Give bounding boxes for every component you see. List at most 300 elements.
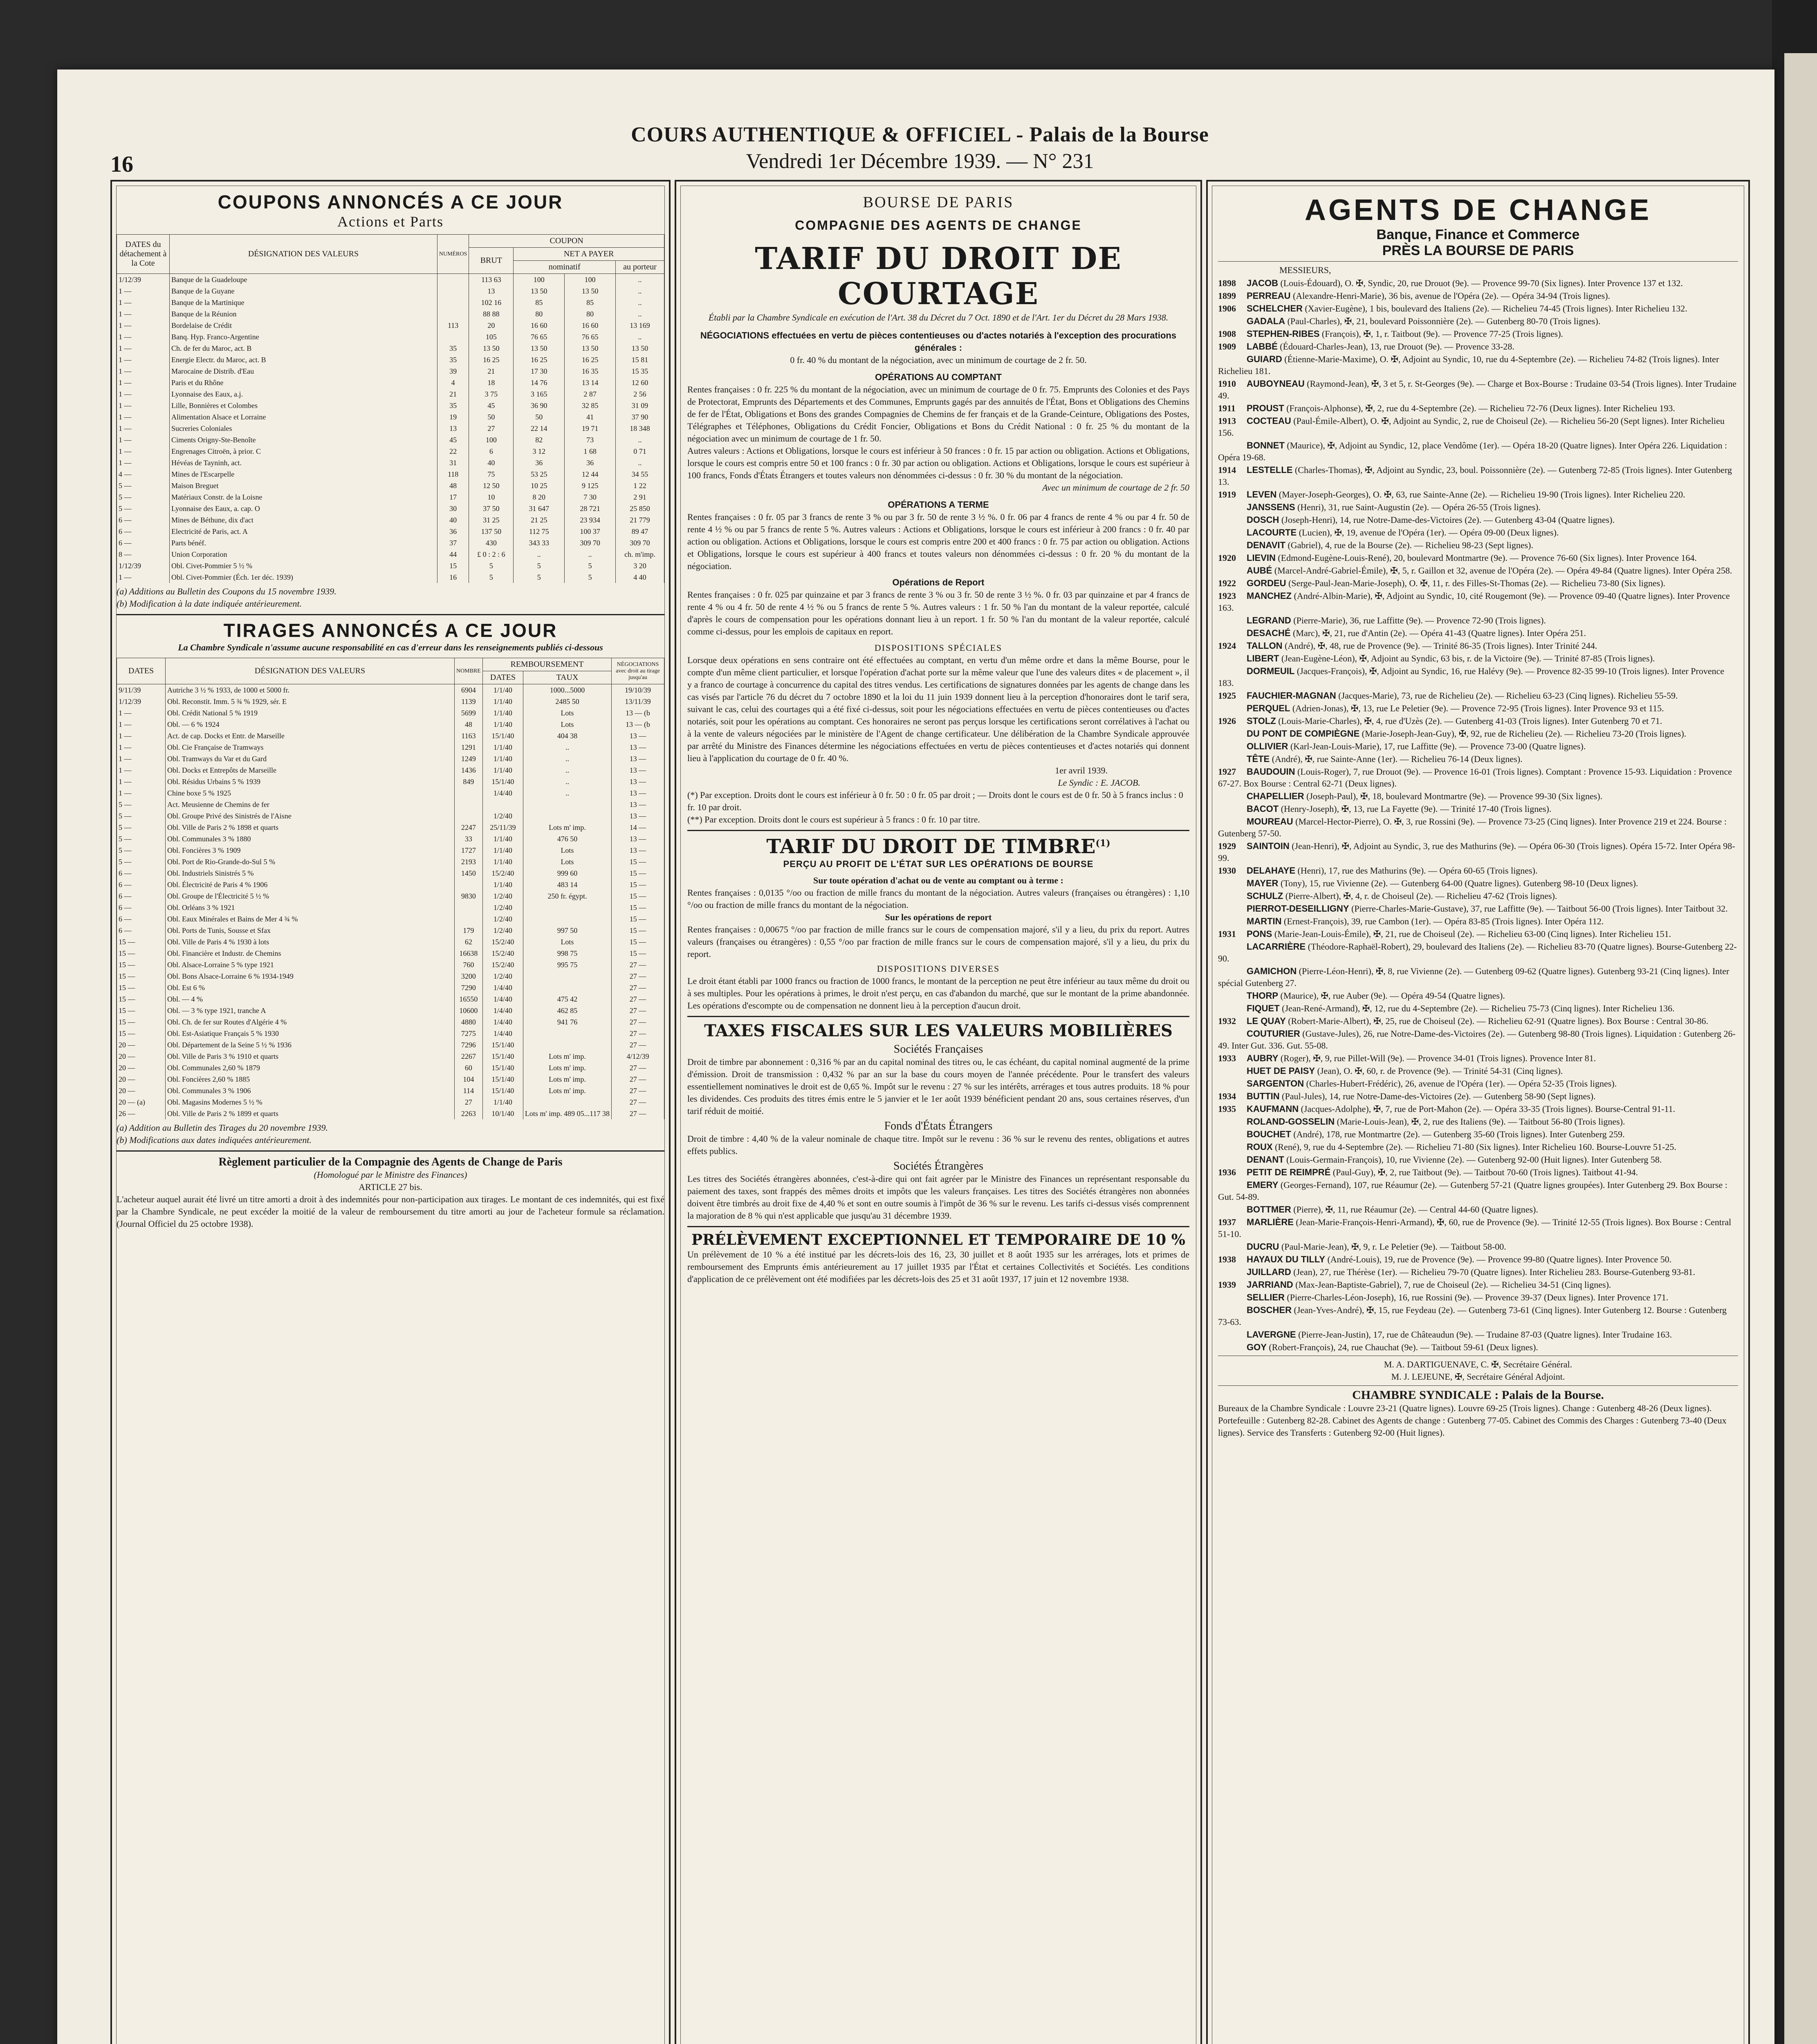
- tirage-cell-remb-date: 1/2/40: [482, 925, 523, 936]
- agent-details: (Marie-Louis-Jean), ✠, 2, rue des Italiens (9e). — Taitbout 56-80 (Trois lignes).: [1337, 1116, 1625, 1127]
- agent-entry: [1218, 903, 1738, 914]
- tirage-cell-taux: Lots m' imp.: [523, 822, 611, 833]
- agents-list: [1218, 277, 1738, 1353]
- coupon-cell-numero: 22: [437, 446, 469, 457]
- tirage-row: [117, 1062, 664, 1074]
- agent-details: (Louis-Germain-François), 10, rue Vivienne (2e). — Gutenberg 92-00 (Huit lignes). Inter Gutenberg 58.: [1286, 1154, 1662, 1165]
- coupon-cell-designation: Engrenages Citroën, à prior. C: [170, 446, 437, 457]
- coupon-cell-brut: 105: [469, 331, 514, 343]
- coupon-cell-designation: Hévéas de Tayninh, act.: [170, 457, 437, 468]
- tirages-subtitle: La Chambre Syndicale n'assume aucune responsabilité en cas d'erreur dans les renseignements publiés ci-dessous: [178, 642, 603, 652]
- coupon-cell-designation: Lyonnaise des Eaux, a. cap. O: [170, 503, 437, 514]
- tirage-cell-taux: 476 50: [523, 833, 611, 845]
- agent-entry: [1218, 790, 1738, 802]
- agent-name: GOY: [1247, 1342, 1267, 1352]
- agent-details: (Gabriel), 4, rue de la Bourse (2e). — Richelieu 98-23 (Sept lignes).: [1288, 540, 1533, 550]
- coupon-cell-nominatif: 112 75: [514, 526, 565, 537]
- agent-name: PERREAU: [1247, 291, 1291, 301]
- agent-year: 1935: [1218, 1104, 1236, 1114]
- publication-title: COURS AUTHENTIQUE & OFFICIEL - Palais de la Bourse: [631, 123, 1209, 146]
- tirage-cell-negociation: 13 — (b: [612, 707, 664, 719]
- coupon-cell-numero: 17: [437, 491, 469, 503]
- tirage-cell-taux: [523, 1039, 611, 1051]
- tirage-cell-date: 6 —: [117, 890, 166, 902]
- tirage-row: [117, 890, 664, 902]
- chambre-syndicale-text: Bureaux de la Chambre Syndicale : Louvre 23-21 (Quatre lignes). Louvre 69-25 (Trois lignes). Change : Gutenberg 48-26 (Deux lignes). Portefeuille : Gutenberg 82-28. Cabinet des Agents de change : Gutenberg 77-05. Cabinet des Commis des Charges : Gutenberg 73-40 (Deux lignes). Service des Transferts : Gutenberg 92-00 (Huit lignes).: [1218, 1403, 1727, 1438]
- chambre-syndicale-title: CHAMBRE SYNDICALE : Palais de la Bourse.: [1352, 1388, 1604, 1402]
- coupon-row: [117, 331, 664, 343]
- agent-year: 1914: [1218, 465, 1236, 475]
- agent-details: (Paul-Marie-Jean), ✠, 9, r. Le Peletier (9e). — Taitbout 58-00.: [1281, 1242, 1506, 1252]
- agent-details: (Pierre-Charles-Léon-Joseph), 16, rue Rossini (9e). — Provence 39-37 (Deux lignes). Inter Provence 171.: [1287, 1292, 1669, 1302]
- agent-details: (Louis-Édouard), O. ✠, Syndic, 20, rue Drouot (9e). — Provence 99-70 (Six lignes). Inter Provence 137 et 132.: [1280, 278, 1683, 288]
- tirage-cell-negociation: 13 —: [612, 787, 664, 799]
- agent-entry: [1218, 577, 1738, 589]
- coupon-cell-designation: Bordelaise de Crédit: [170, 320, 437, 331]
- tirage-cell-nombre: 4880: [454, 1016, 482, 1028]
- agent-details: (Pierre-Albert), ✠, 4, r. de Choiseul (2e). — Richelieu 47-62 (Trois lignes).: [1285, 891, 1557, 901]
- agent-details: (Paul-Guy), ✠, 2, rue Taitbout (9e). — Taitbout 70-60 (Trois lignes). Taitbout 41-94.: [1332, 1167, 1638, 1177]
- agent-details: (Étienne-Marie-Maxime), O. ✠, Adjoint au Syndic, 10, rue du 4-Septembre (2e). — Richelieu 74-82 (Trois lignes). Inter Richelieu 181.: [1218, 354, 1719, 376]
- timbre-report-heading: Sur les opérations de report: [885, 912, 992, 922]
- agent-name: COUTURIER: [1247, 1029, 1300, 1039]
- coupon-cell-designation: Ch. de fer du Maroc, act. B: [170, 343, 437, 354]
- tirage-row: [117, 925, 664, 936]
- tirage-cell-nombre: 1291: [454, 742, 482, 753]
- agent-entry: [1218, 740, 1738, 752]
- tirage-cell-designation: Obl. Alsace-Lorraine 5 % type 1921: [166, 959, 455, 970]
- coupon-cell-nominatif: 76 65: [514, 331, 565, 343]
- tirage-cell-nombre: 7296: [454, 1039, 482, 1051]
- tirage-cell-remb-date: 1/4/40: [482, 1028, 523, 1039]
- col-header-remboursement: REMBOURSEMENT: [482, 658, 611, 671]
- agent-entry: [1218, 1253, 1738, 1265]
- agent-details: (Robert-Marie-Albert), ✠, 25, rue de Choiseul (2e). — Richelieu 62-91 (Quatre lignes). Box Bourse : Central 30-86.: [1288, 1016, 1709, 1026]
- tirage-cell-designation: Obl. Foncières 3 % 1909: [166, 845, 455, 856]
- dispositions-text: Lorsque deux opérations en sens contraire ont été effectuées au comptant, en vertu d'un même ordre et dans la même Bourse, pour le compte d'un même client particulier, et lorsque l'opération d'achat porte sur la même valeur que l'une des valeurs dites « de placement », il y a franco de courtage à concurrence du capital des titres vendus. Les certifications de signatures données par les agents de change dans les cas visés par l'article 76 du décret du 7 octobre 1890 et la loi du 11 juin 1939 donnent lieu à la perception d'honoraires dont le tarif sera, suivant le cas, celui des courtages qui a été fixé ci-dessus, soit pour les négociations effectuées en vertu de pièces contentieuses ou d'actes notariés, soit pour les opérations au comptant. Ces honoraires ne seront pas perçus lorsque les certifications seront corrélatives à l'achat ou à la vente de valeurs négociées par le ministère de l'Agent de change certificateur. Une délibération de la Chambre Syndicale approuvée par arrêté du Ministre des Finances détermine les négociations effectuées en vertu de pièces contentieuses et d'actes notariés qui donnent lieu à l'application du courtage de 0 fr. 40 %.: [687, 655, 1189, 763]
- agent-details: (Paul-Émile-Albert), O. ✠, Adjoint au Syndic, 2, rue de Choiseul (2e). — Richelieu 56-20 (Sept lignes). Inter Richelieu 156.: [1218, 416, 1725, 438]
- tirage-cell-taux: Lots m' imp.: [523, 1074, 611, 1085]
- tirage-cell-nombre: 1436: [454, 764, 482, 776]
- coupon-cell-numero: [437, 331, 469, 343]
- agent-details: (Louis-Marie-Charles), ✠, 4, rue d'Uzès (2e). — Gutenberg 41-03 (Trois lignes). Inter Gutenberg 70 et 71.: [1278, 716, 1662, 726]
- coupon-cell-porteur: ..: [616, 308, 664, 320]
- tirage-cell-remb-date: 10/1/40: [482, 1108, 523, 1119]
- tirage-cell-negociation: 27 —: [612, 1108, 664, 1119]
- tirage-row: [117, 822, 664, 833]
- coupon-cell-nominatif-2: 36: [565, 457, 616, 468]
- tirage-row: [117, 1039, 664, 1051]
- tirage-cell-date: 1 —: [117, 730, 166, 742]
- agent-entry: [1218, 865, 1738, 876]
- coupon-cell-nominatif-2: 309 70: [565, 537, 616, 549]
- tirage-cell-nombre: [454, 879, 482, 890]
- tirage-cell-nombre: 62: [454, 936, 482, 948]
- agent-entry: [1218, 877, 1738, 889]
- agent-details: (Maurice), ✠, Adjoint au Syndic, 12, place Vendôme (1er). — Opéra 18-20 (Quatre lignes). Inter Opéra 226. Liquidation : Opéra 19-68.: [1218, 440, 1727, 462]
- tirage-row: [117, 856, 664, 867]
- tirage-cell-negociation: 27 —: [612, 1005, 664, 1016]
- agent-entry: [1218, 990, 1738, 1002]
- tirage-cell-remb-date: 1/1/40: [482, 742, 523, 753]
- agent-entry: [1218, 1291, 1738, 1303]
- tirage-row: [117, 696, 664, 707]
- agent-entry: [1218, 1103, 1738, 1115]
- agent-details: (Edmond-Eugène-Louis-René), 20, boulevard Montmartre (9e). — Provence 76-60 (Six lignes). Inter Provence 164.: [1278, 553, 1697, 563]
- coupon-cell-designation: Banque de la Martinique: [170, 297, 437, 308]
- tirage-cell-taux: ..: [523, 753, 611, 764]
- tirage-cell-remb-date: 15/1/40: [482, 1062, 523, 1074]
- tirage-cell-nombre: 10600: [454, 1005, 482, 1016]
- agent-name: LIBERT: [1247, 653, 1279, 663]
- agent-details: (Charles-Hubert-Frédéric), 26, avenue de l'Opéra (1er). — Opéra 52-35 (Trois lignes).: [1306, 1078, 1617, 1089]
- coupon-cell-brut: 100: [469, 434, 514, 446]
- tirage-cell-remb-date: 15/1/40: [482, 1051, 523, 1062]
- tirage-cell-nombre: 1450: [454, 867, 482, 879]
- tirage-cell-negociation: 27 —: [612, 1016, 664, 1028]
- tirage-cell-negociation: 27 —: [612, 1039, 664, 1051]
- tarif-company: COMPAGNIE DES AGENTS DE CHANGE: [795, 218, 1082, 233]
- agent-name: OLLIVIER: [1247, 741, 1288, 751]
- tirage-cell-remb-date: 15/2/40: [482, 867, 523, 879]
- coupon-cell-nominatif-2: 16 60: [565, 320, 616, 331]
- coupon-cell-brut: 45: [469, 400, 514, 411]
- coupon-cell-nominatif: 85: [514, 297, 565, 308]
- agent-entry: [1218, 1266, 1738, 1278]
- tirage-cell-negociation: 13 —: [612, 799, 664, 810]
- coupon-cell-nominatif: 5: [514, 560, 565, 572]
- tirage-cell-nombre: 104: [454, 1074, 482, 1085]
- agent-details: (Jean), 27, rue Thérèse (1er). — Richelieu 79-70 (Quatre lignes). Inter Richelieu 283. Bourse-Gutenberg 93-81.: [1293, 1267, 1696, 1277]
- coupon-cell-porteur: 18 348: [616, 423, 664, 434]
- agent-entry: [1218, 1304, 1738, 1328]
- tirage-cell-date: 15 —: [117, 948, 166, 959]
- coupon-cell-numero: 39: [437, 365, 469, 377]
- tirage-row: [117, 764, 664, 776]
- agent-name: ROLAND-GOSSELIN: [1247, 1116, 1335, 1127]
- coupon-cell-porteur: ..: [616, 434, 664, 446]
- col-header-brut: BRUT: [469, 248, 514, 274]
- tirage-cell-designation: Obl. Bons Alsace-Lorraine 6 % 1934-1949: [166, 970, 455, 982]
- coupons-subtitle: Actions et Parts: [337, 213, 444, 230]
- coupon-cell-date: 1 —: [117, 354, 170, 365]
- tirage-cell-nombre: 48: [454, 719, 482, 730]
- tirage-cell-remb-date: 1/1/40: [482, 753, 523, 764]
- timbre-report-text: Rentes françaises : 0,00675 °/oo par fraction de mille francs sur le cours de compensation majoré, s'il y a lieu, du prix du report. Autres valeurs (françaises ou étrangères) : 0,55 °/oo par fraction de mille francs sur le cours de compensation majoré, s'il y a lieu, du prix du report.: [687, 924, 1189, 959]
- tirage-row: [117, 948, 664, 959]
- agent-details: (Paul-Jules), 14, rue Notre-Dame-des-Victoires (2e). — Gutenberg 58-90 (Sept lignes).: [1282, 1091, 1596, 1101]
- agent-year: 1931: [1218, 929, 1236, 939]
- agent-details: (Henri), 17, rue des Mathurins (9e). — Opéra 60-65 (Trois lignes).: [1297, 865, 1538, 876]
- agent-entry: [1218, 353, 1738, 377]
- agent-details: (Jean-Henri), ✠, Adjoint au Syndic, 3, rue des Mathurins (9e). — Opéra 06-30 (Trois lignes). Opéra 15-72. Inter Opéra 98-99.: [1218, 841, 1735, 863]
- tirage-cell-nombre: 2263: [454, 1108, 482, 1119]
- coupon-cell-porteur: ..: [616, 331, 664, 343]
- coupon-cell-designation: Union Corporation: [170, 549, 437, 560]
- agent-details: (François), ✠, 1, r. Taitbout (9e). — Provence 77-25 (Trois lignes).: [1321, 329, 1564, 339]
- agent-name: BOTTMER: [1247, 1204, 1291, 1215]
- agent-details: (Roger), ✠, 9, rue Pillet-Will (9e). — Provence 34-01 (Trois lignes). Provence Inter 81.: [1280, 1053, 1596, 1063]
- agent-entry: [1218, 1015, 1738, 1027]
- tirage-cell-nombre: 3200: [454, 970, 482, 982]
- tirage-row: [117, 1074, 664, 1085]
- running-head: [532, 123, 1308, 173]
- agent-entry: [1218, 1090, 1738, 1102]
- agent-details: (Mayer-Joseph-Georges), O. ✠, 63, rue Sainte-Anne (2e). — Richelieu 19-90 (Trois lignes). Inter Richelieu 220.: [1279, 489, 1685, 500]
- coupon-cell-numero: 48: [437, 480, 469, 491]
- dispositions-heading: DISPOSITIONS SPÉCIALES: [874, 643, 1003, 653]
- tirage-row: [117, 993, 664, 1005]
- tirage-cell-designation: Chine boxe 5 % 1925: [166, 787, 455, 799]
- agent-details: (Charles-Thomas), ✠, Adjoint au Syndic, 23, boul. Poissonnière (2e). — Gutenberg 72-85 (Trois lignes). Inter Gutenberg 13.: [1218, 465, 1732, 487]
- agent-details: (Joseph-Paul), ✠, 18, boulevard Montmartre (9e). — Provence 99-30 (Six lignes).: [1306, 791, 1603, 801]
- agent-name: STEPHEN-RIBES: [1247, 329, 1320, 339]
- coupon-cell-date: 1 —: [117, 297, 170, 308]
- agent-name: LE QUAY: [1247, 1016, 1286, 1026]
- coupon-cell-brut: 102 16: [469, 297, 514, 308]
- tirage-cell-date: 6 —: [117, 913, 166, 925]
- coupon-cell-porteur: 12 60: [616, 377, 664, 388]
- agent-name: DENAVIT: [1247, 540, 1285, 550]
- agent-name: LACOURTE: [1247, 527, 1297, 538]
- tirage-row: [117, 799, 664, 810]
- coupon-cell-brut: 88 88: [469, 308, 514, 320]
- coupon-cell-date: 1/12/39: [117, 560, 170, 572]
- tirage-cell-designation: Obl. — 3 % type 1921, tranche A: [166, 1005, 455, 1016]
- tirage-cell-nombre: 849: [454, 776, 482, 787]
- agent-entry: [1218, 627, 1738, 639]
- agent-entry: [1218, 816, 1738, 839]
- tirage-row: [117, 1028, 664, 1039]
- tirage-cell-taux: 404 38: [523, 730, 611, 742]
- coupon-row: [117, 343, 664, 354]
- agent-year: 1920: [1218, 553, 1236, 563]
- col-header-tirage-dates: DATES: [117, 658, 166, 684]
- agent-details: (Tony), 15, rue Vivienne (2e). — Gutenberg 64-00 (Quatre lignes). Gutenberg 98-10 (Deux lignes).: [1280, 878, 1638, 888]
- coupon-cell-nominatif: 31 647: [514, 503, 565, 514]
- tirage-cell-negociation: 15 —: [612, 936, 664, 948]
- coupons-title: COUPONS ANNONCÉS A CE JOUR: [218, 191, 563, 213]
- coupon-row: [117, 468, 664, 480]
- col-header-remb-dates: DATES: [482, 671, 523, 684]
- coupon-cell-nominatif: 80: [514, 308, 565, 320]
- tirage-cell-negociation: 15 —: [612, 913, 664, 925]
- tirage-row: [117, 719, 664, 730]
- coupon-cell-brut: 13: [469, 285, 514, 297]
- coupon-row: [117, 526, 664, 537]
- coupon-cell-designation: Lyonnaise des Eaux, a.j.: [170, 388, 437, 400]
- agent-entry: [1218, 565, 1738, 576]
- tirage-cell-nombre: 179: [454, 925, 482, 936]
- agent-entry: [1218, 890, 1738, 902]
- coupon-cell-date: 1 —: [117, 343, 170, 354]
- agent-entry: [1218, 1329, 1738, 1340]
- tirage-cell-date: 20 — (a): [117, 1096, 166, 1108]
- coupon-cell-nominatif: 36: [514, 457, 565, 468]
- agent-entry: [1218, 766, 1738, 789]
- coupon-cell-numero: 16: [437, 572, 469, 583]
- tirage-row: [117, 684, 664, 696]
- coupon-row: [117, 411, 664, 423]
- agent-entry: [1218, 1078, 1738, 1089]
- timbre-comptant-text: Rentes françaises : 0,0135 °/oo ou fraction de mille francs du montant de la négociation. Autres valeurs (françaises ou étrangères) : 1,10 °/oo ou fraction de mille francs du montant de la négociation.: [687, 888, 1189, 910]
- tirage-cell-taux: [523, 1096, 611, 1108]
- tirage-cell-date: 5 —: [117, 799, 166, 810]
- tirage-cell-remb-date: 1/1/40: [482, 879, 523, 890]
- coupon-cell-date: 1 —: [117, 308, 170, 320]
- tirage-cell-nombre: 7290: [454, 982, 482, 993]
- agent-entry: [1218, 1279, 1738, 1291]
- coupon-cell-brut: 12 50: [469, 480, 514, 491]
- tirage-cell-nombre: 27: [454, 1096, 482, 1108]
- tirage-cell-taux: ..: [523, 742, 611, 753]
- agent-name: PONS: [1247, 929, 1272, 939]
- tirage-cell-designation: Obl. Groupe de l'Électricité 5 ½ %: [166, 890, 455, 902]
- reglement-title: Règlement particulier de la Compagnie des Agents de Change de Paris: [218, 1156, 563, 1168]
- timbre-title-wrap: [687, 835, 1189, 858]
- agent-name: FAUCHIER-MAGNAN: [1247, 690, 1336, 701]
- agent-year: 1908: [1218, 329, 1236, 339]
- tirage-row: [117, 867, 664, 879]
- tirage-cell-taux: [523, 799, 611, 810]
- coupon-cell-brut: 50: [469, 411, 514, 423]
- tirage-cell-taux: 999 60: [523, 867, 611, 879]
- agent-name: SARGENTON: [1247, 1078, 1304, 1089]
- tirage-cell-negociation: 27 —: [612, 1074, 664, 1085]
- coupon-cell-brut: 3 75: [469, 388, 514, 400]
- agent-details: (Max-Jean-Baptiste-Gabriel), 7, rue de Choiseul (2e). — Richelieu 34-51 (Cinq lignes).: [1295, 1280, 1611, 1290]
- tirages-table: [117, 658, 664, 1119]
- coupon-cell-nominatif: 22 14: [514, 423, 565, 434]
- tirage-cell-negociation: 27 —: [612, 1085, 664, 1096]
- tirage-cell-taux: 995 75: [523, 959, 611, 970]
- exception-note-1: (*) Par exception. Droits dont le cours est inférieur à 0 fr. 50 : 0 fr. 05 par droit ; — Droits dont le cours est de 0 fr. 50 à 5 francs inclus : 0 fr. 10 par droit.: [687, 790, 1183, 812]
- agent-entry: [1218, 1341, 1738, 1353]
- agent-name: PROUST: [1247, 403, 1284, 413]
- tirage-cell-negociation: 15 —: [612, 879, 664, 890]
- tirage-cell-negociation: 27 —: [612, 970, 664, 982]
- tirage-cell-designation: Obl. Est-Asiatique Français 5 % 1930: [166, 1028, 455, 1039]
- coupon-cell-numero: 118: [437, 468, 469, 480]
- tirage-cell-nombre: 760: [454, 959, 482, 970]
- tirage-cell-designation: Obl. Crédit National 5 % 1919: [166, 707, 455, 719]
- coupon-cell-date: 1 —: [117, 320, 170, 331]
- coupon-cell-date: 1 —: [117, 285, 170, 297]
- agent-name: STOLZ: [1247, 716, 1276, 726]
- agent-name: HAYAUX DU TILLY: [1247, 1254, 1325, 1264]
- tirage-cell-designation: Obl. Communales 3 % 1880: [166, 833, 455, 845]
- agent-name: DESACHÉ: [1247, 628, 1291, 638]
- tirage-cell-date: 1 —: [117, 707, 166, 719]
- coupon-cell-nominatif: 8 20: [514, 491, 565, 503]
- coupon-cell-porteur: 21 779: [616, 514, 664, 526]
- coupon-cell-brut: 10: [469, 491, 514, 503]
- taxes-etr-heading: Sociétés Étrangères: [893, 1160, 984, 1172]
- agent-name: DORMEUIL: [1247, 666, 1295, 676]
- tirage-cell-designation: Obl. Communales 3 % 1906: [166, 1085, 455, 1096]
- tirage-cell-negociation: 13 —: [612, 764, 664, 776]
- agent-year: 1930: [1218, 865, 1236, 876]
- coupon-cell-nominatif: 16 25: [514, 354, 565, 365]
- tirage-cell-nombre: 1163: [454, 730, 482, 742]
- agent-year: 1929: [1218, 841, 1236, 851]
- coupon-cell-nominatif-2: 100 37: [565, 526, 616, 537]
- agent-name: SCHULZ: [1247, 891, 1283, 901]
- coupon-cell-numero: 44: [437, 549, 469, 560]
- coupon-cell-nominatif-2: 16 35: [565, 365, 616, 377]
- coupon-cell-designation: Mines de l'Escarpelle: [170, 468, 437, 480]
- tirage-cell-taux: Lots m' imp.: [523, 1051, 611, 1062]
- agent-name: BONNET: [1247, 440, 1285, 450]
- tirage-row: [117, 1016, 664, 1028]
- coupon-cell-date: 1 —: [117, 446, 170, 457]
- agent-year: 1932: [1218, 1016, 1236, 1026]
- agent-details: (Pierre-Jean-Justin), 17, rue de Châteaudun (9e). — Trudaine 87-03 (Quatre lignes). Inter Trudaine 163.: [1298, 1329, 1672, 1340]
- agent-details: (René), 9, rue du 4-Septembre (2e). — Richelieu 71-80 (Six lignes). Inter Richelieu 160. Bourse-Louvre 51-25.: [1275, 1142, 1676, 1152]
- tirage-cell-remb-date: 15/2/40: [482, 959, 523, 970]
- coupon-row: [117, 365, 664, 377]
- coupon-cell-porteur: 3 20: [616, 560, 664, 572]
- tirage-cell-taux: Lots m' imp.: [523, 1085, 611, 1096]
- tirage-row: [117, 1085, 664, 1096]
- tirage-cell-remb-date: 1/1/40: [482, 707, 523, 719]
- tirage-cell-designation: Obl. Ville de Paris 3 % 1910 et quarts: [166, 1051, 455, 1062]
- tirage-cell-taux: [523, 810, 611, 822]
- agent-entry: [1218, 753, 1738, 765]
- coupon-cell-nominatif: 14 76: [514, 377, 565, 388]
- tirage-cell-nombre: 2267: [454, 1051, 482, 1062]
- agents-title: AGENTS DE CHANGE: [1304, 194, 1652, 226]
- agent-name: TÊTE: [1247, 754, 1270, 764]
- tirage-cell-taux: 483 14: [523, 879, 611, 890]
- coupon-cell-numero: 35: [437, 400, 469, 411]
- coupon-cell-date: 1 —: [117, 388, 170, 400]
- tirage-cell-date: 1 —: [117, 764, 166, 776]
- agent-details: (Marc), ✠, 21, rue d'Antin (2e). — Opéra 41-43 (Quatre lignes). Inter Opéra 251.: [1293, 628, 1586, 638]
- col-header-designation: DÉSIGNATION DES VALEURS: [170, 235, 437, 274]
- tirage-cell-nombre: 2247: [454, 822, 482, 833]
- tirage-cell-negociation: 27 —: [612, 993, 664, 1005]
- tirage-cell-designation: Obl. Industriels Sinistrés 5 %: [166, 867, 455, 879]
- tirage-cell-designation: Obl. — 6 % 1924: [166, 719, 455, 730]
- tirage-cell-designation: Obl. Ville de Paris 2 % 1899 et quarts: [166, 1108, 455, 1119]
- coupon-cell-brut: 5: [469, 572, 514, 583]
- coupon-row: [117, 388, 664, 400]
- tirage-cell-remb-date: 1/2/40: [482, 902, 523, 913]
- tirage-cell-designation: Autriche 3 ½ % 1933, de 1000 et 5000 fr.: [166, 684, 455, 696]
- coupon-cell-nominatif-2: 100: [565, 274, 616, 286]
- tirage-cell-negociation: 14 —: [612, 822, 664, 833]
- tirage-cell-nombre: 9830: [454, 890, 482, 902]
- col-header-negociations: NÉGOCIATIONS avec droit au tirage jusqu'au: [612, 658, 664, 684]
- coupon-cell-nominatif-2: 2 87: [565, 388, 616, 400]
- tirage-cell-nombre: [454, 810, 482, 822]
- agent-details: (Alexandre-Henri-Marie), 36 bis, avenue de l'Opéra (2e). — Opéra 34-94 (Trois lignes).: [1293, 291, 1611, 301]
- tirage-cell-remb-date: 1/4/40: [482, 1005, 523, 1016]
- coupon-row: [117, 308, 664, 320]
- agents-subtitle-2: PRÈS LA BOURSE DE PARIS: [1382, 243, 1574, 258]
- agent-details: (Lucien), ✠, 19, avenue de l'Opéra (1er). — Opéra 09-00 (Deux lignes).: [1299, 527, 1559, 538]
- coupon-cell-brut: 6: [469, 446, 514, 457]
- tirage-cell-remb-date: 15/1/40: [482, 1074, 523, 1085]
- timbre-comptant-heading: Sur toute opération d'achat ou de vente au comptant ou à terme :: [813, 875, 1063, 885]
- agent-entry: [1218, 803, 1738, 815]
- agent-name: LESTELLE: [1247, 465, 1293, 475]
- coupon-row: [117, 549, 664, 560]
- agent-name: DUCRU: [1247, 1242, 1279, 1252]
- agent-entry: [1218, 928, 1738, 940]
- report-text: Rentes françaises : 0 fr. 025 par quinzaine et par 3 francs de rente 3 % ou 3 fr. 50 de rente 3 ½ %. 0 fr. 03 par quinzaine et par 4 francs de rente 4 % ou 4 fr. 50 de rente 4 ½ % ou 5 francs de rente 5 %. Autres valeurs : 1 fr. 50 % l'an du montant de la valeur reportée, calculé d'après le cours de compensation pour les opérations donnant lieu à un report. 1 fr. 50 % l'an du montant de la valeur reportée, calculé comme ci-dessus, pour les emplois de capitaux en report.: [687, 589, 1189, 637]
